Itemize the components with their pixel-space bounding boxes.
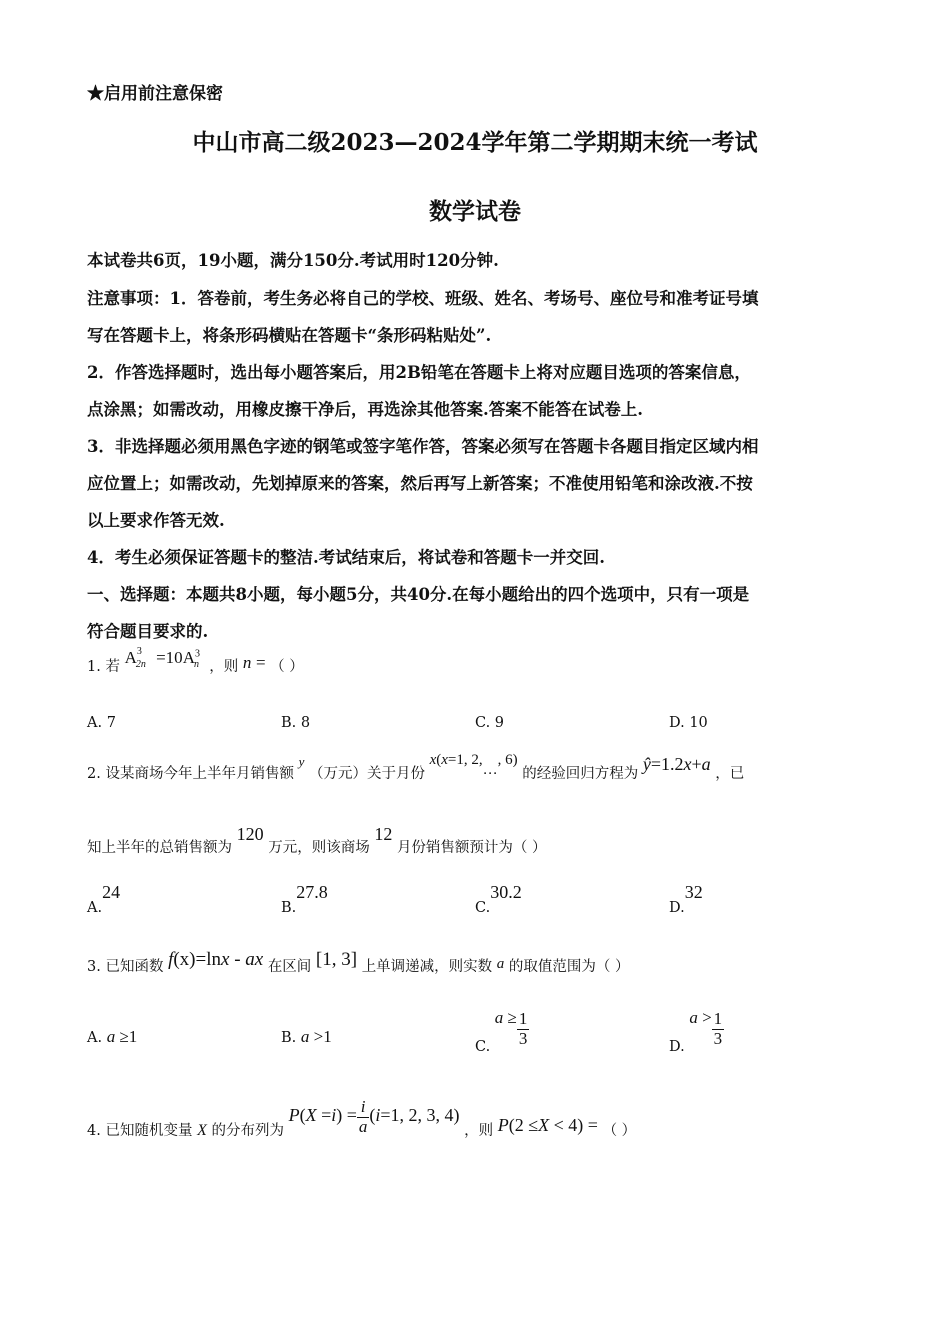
q4-range-open: ( (369, 1105, 376, 1126)
q2-plus: + (691, 754, 702, 774)
q2-option-c-label: C. (475, 900, 491, 916)
q2-option-c-value: 30.2 (490, 882, 522, 902)
q4-X-inner: X (305, 1105, 317, 1126)
q1-A-right: A (182, 648, 195, 667)
q2-y: y (298, 754, 305, 769)
question-2-line-1 (87, 752, 745, 783)
q2-option-d-label: D. (669, 900, 685, 916)
q2-xrange-close: , 6) (497, 752, 518, 768)
q2-tail: ，已 (715, 766, 745, 782)
q4-frac-num: i (357, 1098, 370, 1118)
q3-tail: 的取值范围为（ ） (508, 959, 630, 975)
q2-xv: x (683, 754, 692, 774)
q3-option-d (669, 1002, 724, 1056)
q2-a: a (701, 754, 711, 774)
q1-eq: = (255, 653, 266, 672)
q2-option-c (475, 882, 522, 916)
q2-x-range (429, 752, 518, 782)
q2-option-a-label: A. (87, 900, 103, 916)
q4-P2: P (497, 1115, 509, 1136)
q2-xrange-mid: =1, 2, (447, 752, 483, 768)
confidential-notice: ★启用前注意保密 (87, 84, 223, 104)
q1-sup-left: 3 (136, 646, 142, 658)
q3-option-c-rel: ≥ (503, 1008, 517, 1028)
q4-query-X: X (538, 1115, 550, 1136)
q4-fraction (357, 1098, 370, 1136)
q1-sup-right: 3 (194, 648, 200, 660)
section-heading-line-2: 符合题目要求的. (87, 622, 209, 641)
note-4: 4．考生必须保证答题卡的整洁.考试结束后，将试卷和答题卡一并交回. (87, 548, 605, 567)
q3-option-c-den: 3 (518, 1028, 528, 1048)
q1-prefix: 1. 若 (87, 659, 120, 675)
note-3-line-1: 3．非选择题必须用黑色字迹的钢笔或签字笔作答，答案必须写在答题卡各题目指定区域内相 (87, 437, 759, 456)
q1-sub-2n: 2n (135, 659, 146, 671)
exam-subtitle: 数学试卷 (429, 198, 521, 225)
q4-query-b: < 4) = (549, 1115, 598, 1136)
q3-x: x (221, 949, 230, 970)
exam-title: 中山市高二级2023—2024学年第二学期期末统一考试 (192, 129, 758, 156)
q3-f: f (168, 949, 174, 970)
q3-option-c-num: 1 (518, 1009, 528, 1028)
section-heading-line-1: 一、选择题：本题共8小题，每小题5分，共40分.在每小题给出的四个选项中，只有一项是 (87, 585, 750, 604)
q2-option-b-value: 27.8 (296, 882, 328, 902)
q2-unit: （万元）关于月份 (308, 766, 425, 782)
q3-interval-prefix: 在区间 (267, 959, 312, 975)
q3-option-d-var: a (689, 1008, 698, 1028)
q2-x-inner: x (441, 752, 448, 768)
q4-range (369, 1105, 459, 1125)
q3-option-c-var: a (494, 1008, 504, 1028)
q4-range-values: =1, 2, 3, 4) (380, 1105, 460, 1126)
q1-formula (124, 646, 210, 671)
q4-mid: 的分布列为 (211, 1123, 284, 1140)
q1-n: n (242, 653, 252, 672)
q2-line2-a: 知上半年的总销售额为 (87, 840, 232, 856)
q1-then: ，则 (209, 659, 239, 675)
q3-option-d-den: 3 (713, 1028, 723, 1048)
question-1-stem (87, 646, 304, 678)
q1-option-a: A. 7 (87, 715, 116, 731)
q2-x: x (429, 752, 437, 768)
q3-option-d-label: D. (669, 1039, 685, 1056)
q3-option-d-fraction (712, 1010, 725, 1048)
q3-a: a (496, 956, 505, 972)
q4-range-i: i (375, 1105, 381, 1126)
q2-dots: ··· (482, 766, 498, 782)
q3-option-a-label: A. (87, 1030, 103, 1046)
q1-paren: （ ） (270, 659, 304, 675)
q3-minus: - (229, 949, 246, 970)
q4-then: ，则 (464, 1123, 494, 1140)
q2-option-b (281, 882, 328, 916)
q3-eq: =ln (195, 949, 221, 970)
q2-xrange-open: ( (436, 752, 442, 768)
q3-option-d-num: 1 (713, 1009, 723, 1028)
q4-distribution (289, 1105, 357, 1125)
q4-frac-den: a (358, 1116, 368, 1136)
q2-eq: =1.2 (650, 754, 684, 774)
question-3-stem (87, 949, 630, 977)
q1-option-d: D. 10 (669, 715, 708, 731)
q3-option-d-rel: > (697, 1008, 712, 1028)
q4-pa: ( (299, 1105, 306, 1126)
q4-pb: ) = (336, 1105, 357, 1126)
q3-option-b-label: B. (281, 1030, 297, 1046)
q2-option-b-label: B. (281, 900, 297, 916)
q2-yhat: ŷ (642, 754, 651, 774)
q2-option-a-value: 24 (102, 882, 121, 902)
q3-option-b (281, 1027, 332, 1047)
q3-mid: 上单调递减，则实数 (361, 959, 493, 975)
q3-option-c-fraction (517, 1010, 530, 1048)
question-2-line-2 (87, 824, 547, 857)
q3-interval: [1, 3] (315, 949, 358, 970)
q2-line2-c: 月份销售额预计为（ ） (396, 840, 547, 856)
q3-ax: ax (245, 949, 264, 970)
q3-option-b-rel: >1 (309, 1027, 332, 1046)
q3-option-a (87, 1027, 137, 1047)
note-1-line-1: 注意事项：1．答卷前，考生务必将自己的学校、班级、姓名、考场号、座位号和准考证号填 (87, 289, 759, 308)
q3-option-c-label: C. (475, 1039, 491, 1056)
q2-mid: 的经验回归方程为 (522, 766, 639, 782)
q3-fx: (x) (173, 949, 196, 970)
note-2-line-2: 点涂黑；如需改动，用橡皮擦干净后，再选涂其他答案.答案不能答在试卷上. (87, 400, 643, 419)
q1-option-c: C. 9 (475, 715, 505, 731)
q4-X: X (197, 1122, 207, 1140)
q2-month: 12 (374, 824, 393, 844)
exam-summary: 本试卷共6页，19小题，满分150分.考试用时120分钟. (87, 251, 499, 270)
q2-line2-b: 万元，则该商场 (268, 840, 370, 856)
q2-option-d (669, 882, 703, 916)
q4-P: P (288, 1105, 300, 1126)
q2-regression (643, 754, 711, 774)
q4-i: i (331, 1105, 337, 1126)
question-4-stem (87, 1092, 637, 1140)
q2-total: 120 (236, 824, 264, 844)
q4-query (498, 1115, 598, 1135)
note-3-line-2: 应位置上；如需改动，先划掉原来的答案，然后再写上新答案；不准使用铅笔和涂改液.不按 (87, 474, 753, 493)
q3-prefix: 3. 已知函数 (87, 959, 164, 975)
q2-prefix: 2. 设某商场今年上半年月销售额 (87, 766, 294, 782)
q1-option-b: B. 8 (281, 715, 311, 731)
q1-eq-10: =10 (156, 648, 183, 667)
q3-function (168, 949, 263, 970)
q1-A-left: A (124, 648, 137, 667)
q3-option-c (475, 1002, 529, 1056)
q4-paren: （ ） (602, 1123, 637, 1140)
note-2-line-1: 2．作答选择题时，选出每小题答案后，用2B铅笔在答题卡上将对应题目选项的答案信息， (87, 363, 751, 382)
q2-option-a (87, 882, 121, 916)
q2-option-d-value: 32 (684, 882, 703, 902)
q4-prefix: 4. 已知随机变量 (87, 1123, 193, 1140)
q3-option-a-rel: ≥1 (115, 1027, 138, 1046)
q1-sub-n: n (193, 659, 199, 671)
q3-option-b-var: a (300, 1027, 310, 1046)
q4-peq: = (316, 1105, 332, 1126)
note-1-line-2: 写在答题卡上，将条形码横贴在答题卡“条形码粘贴处”. (87, 326, 492, 345)
q4-query-a: (2 ≤ (508, 1115, 539, 1136)
note-3-line-3: 以上要求作答无效. (87, 511, 225, 530)
q3-option-a-var: a (106, 1027, 116, 1046)
